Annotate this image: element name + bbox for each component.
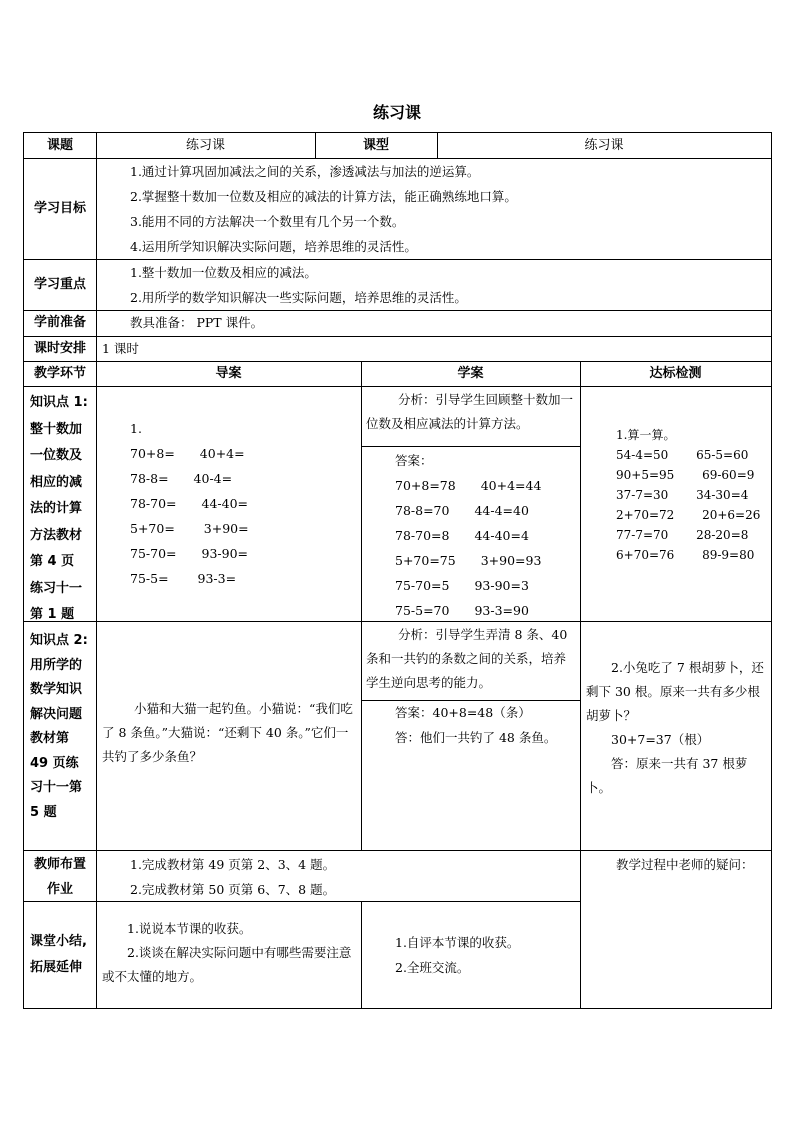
kp2-label-line: 知识点 2: — [30, 633, 88, 648]
kp1-label-line: 一位数及 — [30, 448, 83, 463]
hours-value: 1 课时 — [102, 341, 139, 356]
kp1-check-line: 54-4=50 65-5=60 — [616, 448, 749, 462]
homework-label-line: 教师布置 — [33, 857, 86, 872]
kp1-check-line: 37-7=30 34-30=4 — [616, 488, 749, 502]
kp1-answer-line: 75-5=70 93-3=90 — [395, 603, 529, 618]
kp1-guide-line: 75-70= 93-90= — [130, 546, 249, 561]
kp1-guide-line: 5+70= 3+90= — [130, 521, 249, 536]
homework-item: 2.完成教材第 50 页第 6、7、8 题。 — [130, 882, 336, 897]
summary-study-item: 2.全班交流。 — [395, 960, 470, 975]
kp1-answer-line: 78-8=70 44-4=40 — [395, 503, 529, 518]
type-value: 练习课 — [584, 138, 624, 153]
summary-study — [395, 930, 575, 980]
kp2-label-line: 数学知识 — [30, 682, 83, 697]
kp2-check-text: 2.小兔吃了 7 根胡萝卜，还剩下 30 根。原来一共有多少根胡萝卜？ — [586, 660, 764, 723]
goal-item: 2.掌握整十数加一位数及相应的减法的计算方法，能正确熟练地口算。 — [130, 189, 517, 204]
kp2-label-line: 5 题 — [30, 804, 57, 820]
kp1-check-title: 1.算一算。 — [616, 428, 676, 442]
kp2-answer-reply: 答：他们一共钓了 48 条鱼。 — [395, 730, 557, 745]
kp1-guide-line: 70+8= 40+4= — [130, 446, 245, 461]
kp2-label — [30, 629, 96, 825]
hours-label: 课时安排 — [33, 341, 86, 356]
kp1-guide-line: 75-5= 93-3= — [130, 571, 237, 586]
summary-label-line: 拓展延伸 — [30, 960, 83, 975]
prep-label: 学前准备 — [33, 315, 86, 330]
kp1-check-line: 2+70=72 20+6=26 — [616, 508, 761, 522]
goal-item: 4.运用所学知识解决实际问题，培养思维的灵活性。 — [130, 239, 417, 254]
kp2-label-line: 49 页练 — [30, 755, 79, 771]
kp1-label-line: 第 1 题 — [30, 607, 75, 622]
kp1-guide-num: 1. — [130, 421, 142, 436]
goals-label: 学习目标 — [33, 201, 86, 216]
lesson-table — [23, 132, 772, 1009]
header-study: 学案 — [457, 366, 484, 381]
keypoints-label: 学习重点 — [33, 277, 86, 292]
kp1-study-answers — [395, 448, 575, 623]
keypoint-item: 2.用所学的数学知识解决一些实际问题，培养思维的灵活性。 — [130, 290, 467, 305]
topic-value: 练习课 — [185, 138, 225, 153]
kp2-study-answers — [395, 700, 577, 750]
kp1-check-line: 6+70=76 89-9=80 — [616, 548, 755, 562]
kp1-guide — [130, 416, 355, 591]
goal-item: 3.能用不同的方法解决一个数里有几个另一个数。 — [130, 214, 405, 229]
kp1-study-analysis-text: 分析：引导学生回顾整十数加一位数及相应减法的计算方法。 — [366, 392, 574, 431]
kp2-study-analysis-text: 分析：引导学生弄清 8 条、40 条和一共钓的条数之间的关系，培养学生逆向思考的能力。 — [366, 627, 568, 690]
homework-list — [130, 852, 570, 902]
kp1-label-line: 法的计算 — [30, 501, 83, 516]
kp1-answer-line: 75-70=5 93-90=3 — [395, 578, 529, 593]
kp2-label-line: 解决问题 — [30, 706, 83, 722]
summary-label-line: 课堂小结, — [30, 934, 87, 949]
goals-list — [130, 159, 760, 259]
summary-guide — [102, 917, 358, 989]
header-check: 达标检测 — [649, 366, 702, 381]
kp1-label-line: 知识点 1: — [30, 395, 88, 410]
summary-study-item: 1.自评本节课的收获。 — [395, 935, 520, 950]
header-stage: 教学环节 — [33, 366, 86, 381]
kp1-label-line: 整十数加 — [30, 421, 83, 437]
kp2-label-line: 习十一第 — [30, 780, 83, 795]
kp1-answer-label: 答案： — [395, 453, 433, 468]
kp1-guide-line: 78-8= 40-4= — [130, 471, 233, 486]
type-label: 课型 — [362, 138, 389, 153]
kp2-label-line: 教材第 — [30, 731, 70, 746]
page-title: 练习课 — [372, 103, 421, 122]
homework-label — [24, 852, 96, 902]
header-guide: 导案 — [215, 366, 242, 381]
kp1-answer-line: 5+70=75 3+90=93 — [395, 553, 542, 568]
kp1-check — [616, 425, 766, 565]
kp1-label-line: 练习十一 — [30, 580, 83, 596]
kp1-label-line: 第 4 页 — [30, 554, 75, 569]
kp1-label-line: 相应的减 — [30, 474, 83, 490]
kp1-check-line: 77-7=70 28-20=8 — [616, 528, 749, 542]
homework-item: 1.完成教材第 49 页第 2、3、4 题。 — [130, 857, 336, 872]
prep-value: 教具准备： PPT 课件。 — [130, 315, 264, 330]
kp1-check-line: 90+5=95 69-60=9 — [616, 468, 755, 482]
kp1-label — [30, 390, 96, 629]
teacher-note-text: 教学过程中老师的疑问： — [616, 857, 754, 872]
kp1-answer-line: 70+8=78 40+4=44 — [395, 478, 542, 493]
kp1-label-line: 方法教材 — [30, 527, 83, 543]
keypoints-list — [130, 260, 760, 310]
kp2-check-calc: 30+7=37（根） — [611, 732, 710, 747]
kp1-answer-line: 78-70=8 44-40=4 — [395, 528, 529, 543]
kp1-study-analysis — [366, 388, 576, 436]
kp2-guide-text: 小猫和大猫一起钓鱼。小猫说：“我们吃了 8 条鱼。”大猫说：“还剩下 40 条。”它们一共钓了多少条鱼？ — [102, 701, 353, 764]
summary-guide-item: 1.说说本节课的收获。 — [127, 921, 252, 936]
summary-label — [30, 929, 96, 981]
kp1-guide-line: 78-70= 44-40= — [130, 496, 249, 511]
kp2-check — [586, 656, 768, 800]
kp2-check-reply: 答：原来一共有 37 根萝卜。 — [586, 756, 748, 795]
kp2-study-analysis — [366, 623, 576, 695]
teacher-note — [616, 852, 771, 877]
summary-guide-item: 2.谈谈在解决实际问题中有哪些需要注意或不太懂的地方。 — [102, 945, 352, 984]
goal-item: 1.通过计算巩固加减法之间的关系，渗透减法与加法的逆运算。 — [130, 164, 480, 179]
homework-label-line: 作业 — [46, 882, 73, 897]
kp2-label-line: 用所学的 — [30, 657, 83, 673]
kp2-guide — [102, 697, 356, 769]
kp2-answer-line: 答案：40+8=48（条） — [395, 705, 531, 720]
topic-label: 课题 — [46, 138, 73, 153]
keypoint-item: 1.整十数加一位数及相应的减法。 — [130, 265, 317, 280]
